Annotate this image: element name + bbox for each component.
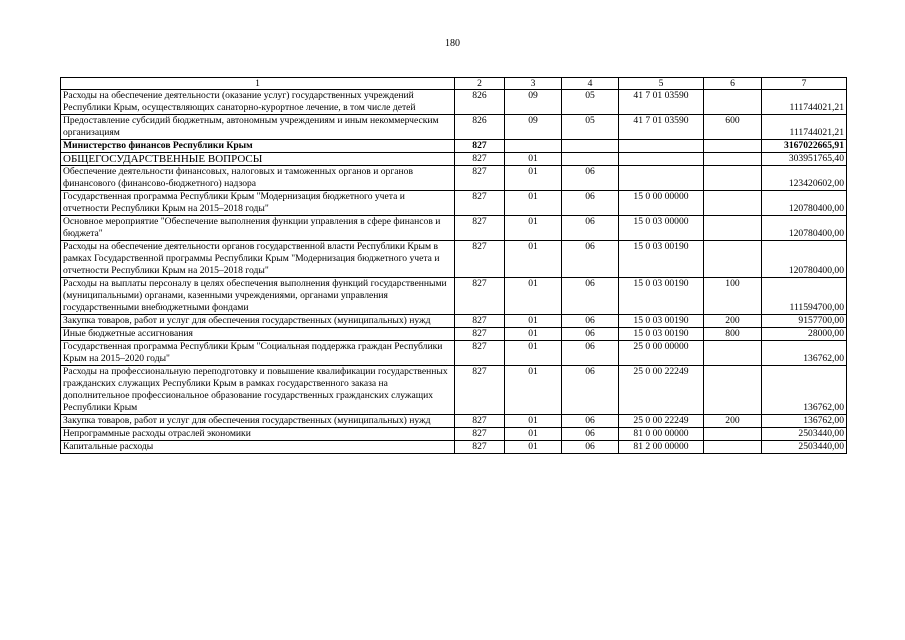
ministry-code-cell: 827 xyxy=(455,166,505,191)
subsection-code-cell: 06 xyxy=(562,441,619,454)
table-row xyxy=(61,140,847,153)
row-name-cell: Предоставление субсидий бюджетным, автономным учреждениям и иным некоммерческим организациям xyxy=(61,115,455,140)
table-row xyxy=(61,166,847,191)
section-code-cell: 09 xyxy=(505,90,562,115)
subsection-code-cell: 05 xyxy=(562,115,619,140)
section-code-cell: 01 xyxy=(505,191,562,216)
section-code-cell: 01 xyxy=(505,216,562,241)
table-row xyxy=(61,216,847,241)
ministry-code-cell: 827 xyxy=(455,428,505,441)
column-header: 2 xyxy=(455,78,505,90)
row-name-cell: Закупка товаров, работ и услуг для обеспечения государственных (муниципальных) нужд xyxy=(61,415,455,428)
subsection-code-cell xyxy=(562,140,619,153)
expense-type-cell xyxy=(704,191,762,216)
subsection-code-cell: 06 xyxy=(562,166,619,191)
section-code-cell: 01 xyxy=(505,415,562,428)
row-name-cell: Расходы на профессиональную переподготовку и повышение квалификации государственных гражданских служащих Республики Крым в рамках государственного заказа на дополнительное профессиональное образование государственных гражданских служащих Республики Крым xyxy=(61,366,455,415)
expense-type-cell: 100 xyxy=(704,278,762,315)
expense-type-cell xyxy=(704,366,762,415)
row-name-cell: Основное мероприятие "Обеспечение выполнения функции управления в сфере финансов и бюджета" xyxy=(61,216,455,241)
section-code-cell: 01 xyxy=(505,428,562,441)
amount-cell: 28000,00 xyxy=(762,328,847,341)
target-article-cell: 41 7 01 03590 xyxy=(619,90,704,115)
expense-type-cell xyxy=(704,341,762,366)
row-name-cell: ОБЩЕГОСУДАРСТВЕННЫЕ ВОПРОСЫ xyxy=(61,153,455,166)
ministry-code-cell: 827 xyxy=(455,216,505,241)
table-row xyxy=(61,366,847,415)
target-article-cell: 25 0 00 22249 xyxy=(619,366,704,415)
subsection-code-cell: 06 xyxy=(562,278,619,315)
subsection-code-cell: 05 xyxy=(562,90,619,115)
subsection-code-cell: 06 xyxy=(562,216,619,241)
subsection-code-cell: 06 xyxy=(562,415,619,428)
row-name-cell: Обеспечение деятельности финансовых, налоговых и таможенных органов и органов финансового (финансово-бюджетного) надзора xyxy=(61,166,455,191)
section-code-cell: 09 xyxy=(505,115,562,140)
table-row xyxy=(61,441,847,454)
column-header: 3 xyxy=(505,78,562,90)
subsection-code-cell: 06 xyxy=(562,315,619,328)
row-name-cell: Расходы на обеспечение деятельности органов государственной власти Республики Крым в рамках Государственной программы Республики Крым "Модернизация бюджетного учета и отчетности Республики Крым на 2015–2018 годы" xyxy=(61,241,455,278)
section-code-cell: 01 xyxy=(505,278,562,315)
table-row xyxy=(61,115,847,140)
target-article-cell: 15 0 03 00190 xyxy=(619,328,704,341)
section-code-cell: 01 xyxy=(505,153,562,166)
expense-type-cell: 800 xyxy=(704,328,762,341)
amount-cell: 120780400,00 xyxy=(762,191,847,216)
expense-type-cell xyxy=(704,441,762,454)
target-article-cell: 25 0 00 22249 xyxy=(619,415,704,428)
target-article-cell: 15 0 00 00000 xyxy=(619,191,704,216)
amount-cell: 136762,00 xyxy=(762,341,847,366)
target-article-cell xyxy=(619,166,704,191)
table-row xyxy=(61,153,847,166)
table-row xyxy=(61,428,847,441)
section-code-cell: 01 xyxy=(505,341,562,366)
row-name-cell: Министерство финансов Республики Крым xyxy=(61,140,455,153)
subsection-code-cell: 06 xyxy=(562,428,619,441)
ministry-code-cell: 827 xyxy=(455,441,505,454)
table-row xyxy=(61,191,847,216)
table-row xyxy=(61,278,847,315)
subsection-code-cell xyxy=(562,153,619,166)
amount-cell: 120780400,00 xyxy=(762,216,847,241)
ministry-code-cell: 827 xyxy=(455,366,505,415)
section-code-cell: 01 xyxy=(505,366,562,415)
ministry-code-cell: 826 xyxy=(455,90,505,115)
expense-type-cell xyxy=(704,90,762,115)
amount-cell: 111744021,21 xyxy=(762,115,847,140)
ministry-code-cell: 827 xyxy=(455,140,505,153)
target-article-cell: 15 0 03 00000 xyxy=(619,216,704,241)
expense-type-cell xyxy=(704,140,762,153)
column-header: 4 xyxy=(562,78,619,90)
target-article-cell: 41 7 01 03590 xyxy=(619,115,704,140)
section-code-cell: 01 xyxy=(505,241,562,278)
expense-type-cell: 200 xyxy=(704,315,762,328)
amount-cell: 303951765,40 xyxy=(762,153,847,166)
subsection-code-cell: 06 xyxy=(562,328,619,341)
expense-type-cell xyxy=(704,216,762,241)
expense-type-cell: 200 xyxy=(704,415,762,428)
amount-cell: 123420602,00 xyxy=(762,166,847,191)
amount-cell: 136762,00 xyxy=(762,366,847,415)
section-code-cell: 01 xyxy=(505,441,562,454)
expense-type-cell xyxy=(704,166,762,191)
ministry-code-cell: 827 xyxy=(455,328,505,341)
amount-cell: 3167022665,91 xyxy=(762,140,847,153)
ministry-code-cell: 826 xyxy=(455,115,505,140)
target-article-cell xyxy=(619,153,704,166)
subsection-code-cell: 06 xyxy=(562,191,619,216)
ministry-code-cell: 827 xyxy=(455,191,505,216)
row-name-cell: Непрограммные расходы отраслей экономики xyxy=(61,428,455,441)
row-name-cell: Государственная программа Республики Крым "Модернизация бюджетного учета и отчетности Республики Крым на 2015–2018 годы" xyxy=(61,191,455,216)
row-name-cell: Государственная программа Республики Крым "Социальная поддержка граждан Республики Крым на 2015–2020 годы" xyxy=(61,341,455,366)
column-header: 5 xyxy=(619,78,704,90)
row-name-cell: Иные бюджетные ассигнования xyxy=(61,328,455,341)
table-row xyxy=(61,328,847,341)
amount-cell: 111594700,00 xyxy=(762,278,847,315)
target-article-cell: 15 0 03 00190 xyxy=(619,278,704,315)
ministry-code-cell: 827 xyxy=(455,278,505,315)
column-header: 1 xyxy=(61,78,455,90)
amount-cell: 2503440,00 xyxy=(762,441,847,454)
table-body xyxy=(61,90,847,454)
expense-type-cell xyxy=(704,153,762,166)
table-row xyxy=(61,415,847,428)
row-name-cell: Расходы на обеспечение деятельности (оказание услуг) государственных учреждений Республики Крым, осуществляющих санаторно-курортное лечение, в том числе детей xyxy=(61,90,455,115)
target-article-cell xyxy=(619,140,704,153)
section-code-cell: 01 xyxy=(505,328,562,341)
section-code-cell: 01 xyxy=(505,315,562,328)
amount-cell: 136762,00 xyxy=(762,415,847,428)
amount-cell: 2503440,00 xyxy=(762,428,847,441)
row-name-cell: Закупка товаров, работ и услуг для обеспечения государственных (муниципальных) нужд xyxy=(61,315,455,328)
table-row xyxy=(61,315,847,328)
table-row xyxy=(61,90,847,115)
amount-cell: 111744021,21 xyxy=(762,90,847,115)
ministry-code-cell: 827 xyxy=(455,315,505,328)
ministry-code-cell: 827 xyxy=(455,415,505,428)
table-row xyxy=(61,341,847,366)
section-code-cell xyxy=(505,140,562,153)
ministry-code-cell: 827 xyxy=(455,341,505,366)
target-article-cell: 15 0 03 00190 xyxy=(619,241,704,278)
budget-table xyxy=(60,77,847,454)
column-header: 7 xyxy=(762,78,847,90)
section-code-cell: 01 xyxy=(505,166,562,191)
subsection-code-cell: 06 xyxy=(562,241,619,278)
target-article-cell: 15 0 03 00190 xyxy=(619,315,704,328)
row-name-cell: Расходы на выплаты персоналу в целях обеспечения выполнения функций государственными (муниципальными) органами, казенными учреждениями, органами управления государственными внебюджетными фондами xyxy=(61,278,455,315)
page-number: 180 xyxy=(445,38,460,49)
ministry-code-cell: 827 xyxy=(455,241,505,278)
ministry-code-cell: 827 xyxy=(455,153,505,166)
table-row xyxy=(61,241,847,278)
subsection-code-cell: 06 xyxy=(562,341,619,366)
amount-cell: 120780400,00 xyxy=(762,241,847,278)
header-row xyxy=(61,78,847,90)
target-article-cell: 25 0 00 00000 xyxy=(619,341,704,366)
expense-type-cell xyxy=(704,241,762,278)
amount-cell: 9157700,00 xyxy=(762,315,847,328)
expense-type-cell xyxy=(704,428,762,441)
row-name-cell: Капитальные расходы xyxy=(61,441,455,454)
target-article-cell: 81 2 00 00000 xyxy=(619,441,704,454)
target-article-cell: 81 0 00 00000 xyxy=(619,428,704,441)
subsection-code-cell: 06 xyxy=(562,366,619,415)
expense-type-cell: 600 xyxy=(704,115,762,140)
column-header: 6 xyxy=(704,78,762,90)
